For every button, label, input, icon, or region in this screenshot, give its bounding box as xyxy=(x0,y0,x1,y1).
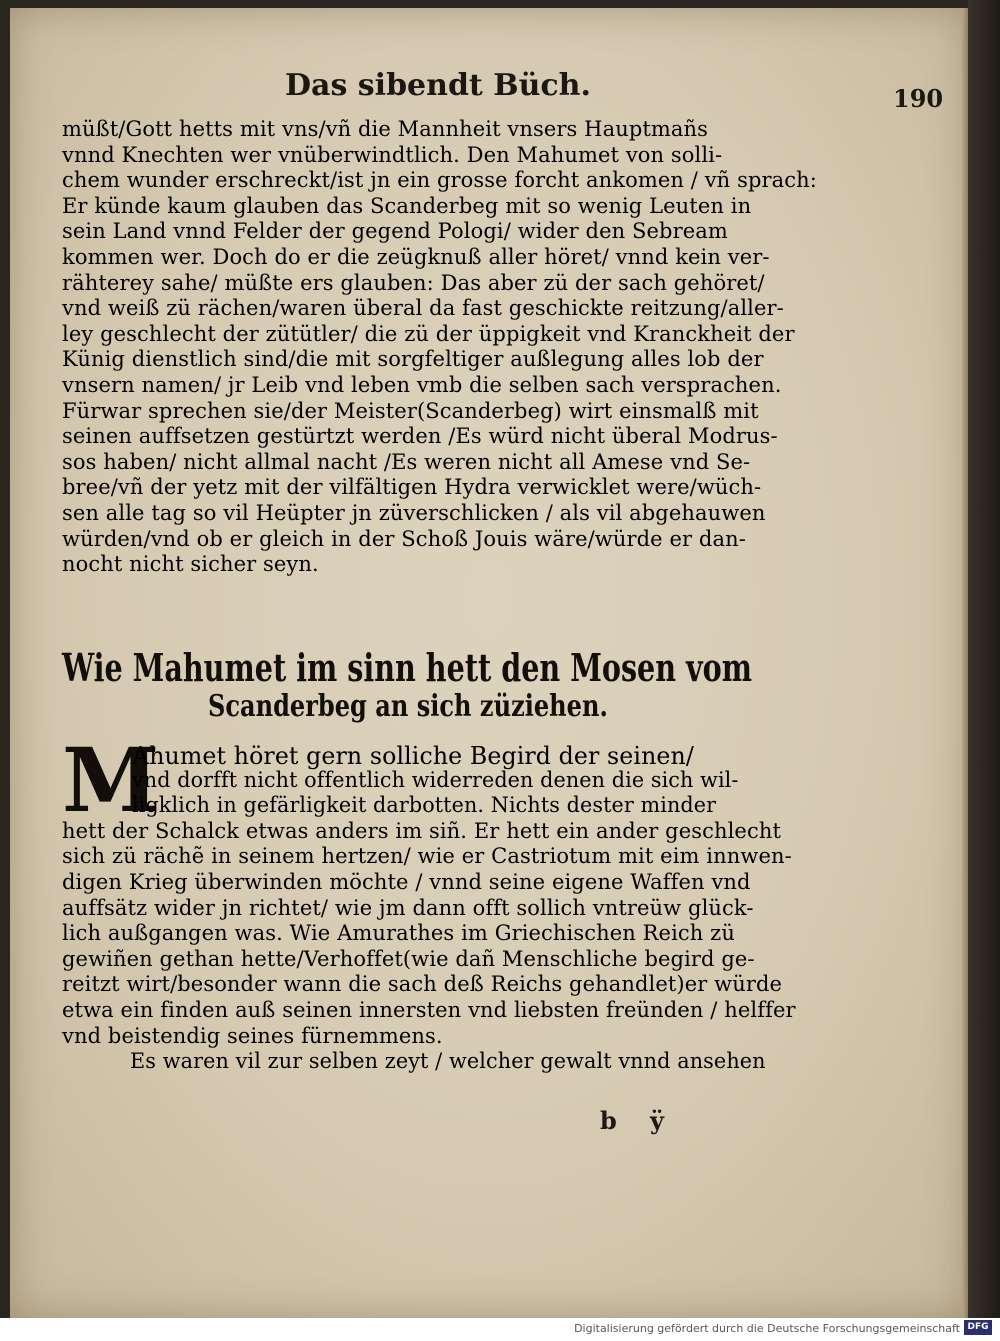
digitization-credit: Digitalisierung gefördert durch die Deutsche Forschungsgemeinschaft xyxy=(574,1322,960,1335)
text-line: chem wunder erschreckt/ist jn ein grosse forcht ankomen / vñ sprach: xyxy=(62,168,817,193)
text-line: sen alle tag so vil Heüpter jn züverschlicken / als vil abgehauwen xyxy=(62,501,766,525)
text-line: nocht nicht sicher seyn. xyxy=(62,552,319,577)
text-line: müßt/Gott hetts mit vns/vñ die Mannheit vnsers Hauptmañs xyxy=(62,117,709,141)
text-line: Fürwar sprechen sie/der Meister(Scanderbeg) wirt einsmalß mit xyxy=(62,398,759,423)
signature-mark: b xyxy=(600,1106,617,1135)
text-line: ligklich in gefärligkeit darbotten. Nichts dester minder xyxy=(132,793,717,818)
text-line: gewiñen gethan hette/Verhoffet(wie dañ Menschliche begird ge- xyxy=(62,946,755,971)
section-heading-line-1: Wie Mahumet im sinn hett den Mosen vom xyxy=(62,645,753,690)
text-line: bree/vñ der yetz mit der vilfältigen Hydra verwicklet were/wüch- xyxy=(62,475,762,500)
text-line: würden/vnd ob er gleich in der Schoß Jouis wäre/würde er dan- xyxy=(62,526,746,551)
text-line: sich zü rächẽ in seinem hertzen/ wie er Castriotum mit eim innwen- xyxy=(62,844,792,869)
text-line: hett der Schalck etwas anders im siñ. Er hett ein ander geschlecht xyxy=(62,818,781,843)
text-line: auffsätz wider jn richtet/ wie jm dann offt sollich vntreüw glück- xyxy=(62,895,754,920)
drop-cap: M xyxy=(62,728,160,832)
text-line: vnd dorfft nicht offentlich widerreden denen die sich wil- xyxy=(132,767,739,792)
text-line: reitzt wirt/besonder wann die sach deß Reichs gehandlet)er würde xyxy=(62,972,783,997)
text-line: ley geschlecht der zütütler/ die zü der üppigkeit vnd Kranckheit der xyxy=(62,321,795,346)
running-header: Das sibendt Büch. xyxy=(285,68,591,103)
text-line: vnsern namen/ jr Leib vnd leben vmb die selben sach versprachen. xyxy=(62,373,782,397)
text-line: lich außgangen was. Wie Amurathes im Griechischen Reich zü xyxy=(62,921,735,946)
text-line: Es waren vil zur selben zeyt / welcher gewalt vnnd ansehen xyxy=(130,1049,766,1074)
text-line: digen Krieg überwinden möchte / vnnd seine eigene Waffen vnd xyxy=(62,870,751,894)
text-line: seinen auffsetzen gestürtzt werden /Es würd nicht überal Modrus- xyxy=(62,424,778,449)
text-line: vnd beistendig seines fürnemmens. xyxy=(62,1023,443,1048)
text-line: kommen wer. Doch do er die zeügknuß aller höret/ vnnd kein ver- xyxy=(62,245,770,269)
scan-border-right xyxy=(968,0,1000,1320)
text-line: vnd weiß zü rächen/waren überal da fast geschickte reitzung/aller- xyxy=(62,296,784,321)
text-line: Künig dienstlich sind/die mit sorgfeltiger außlegung alles lob der xyxy=(62,347,764,372)
text-line: sos haben/ nicht allmal nacht /Es weren nicht all Amese vnd Se- xyxy=(62,449,751,474)
section-heading-line-2: Scanderbeg an sich züziehen. xyxy=(208,689,608,724)
text-line: Ahumet höret gern solliche Begird der seinen/ xyxy=(132,742,694,770)
text-line: rähterey sahe/ müßte ers glauben: Das aber zü der sach gehöret/ xyxy=(62,270,765,295)
text-line: sein Land vnnd Felder der gegend Pologi/ wider den Sebream xyxy=(62,219,728,244)
text-line: vnnd Knechten wer vnüberwindtlich. Den Mahumet von solli- xyxy=(62,142,723,167)
text-line: etwa ein finden auß seinen innersten vnd liebsten freünden / helffer xyxy=(62,998,796,1022)
folio-number: 190 xyxy=(893,84,944,113)
signature-mark-2: ÿ xyxy=(650,1106,664,1135)
text-line: Er künde kaum glauben das Scanderbeg mit so wenig Leuten in xyxy=(62,193,752,218)
dfg-logo: DFG xyxy=(964,1320,992,1335)
